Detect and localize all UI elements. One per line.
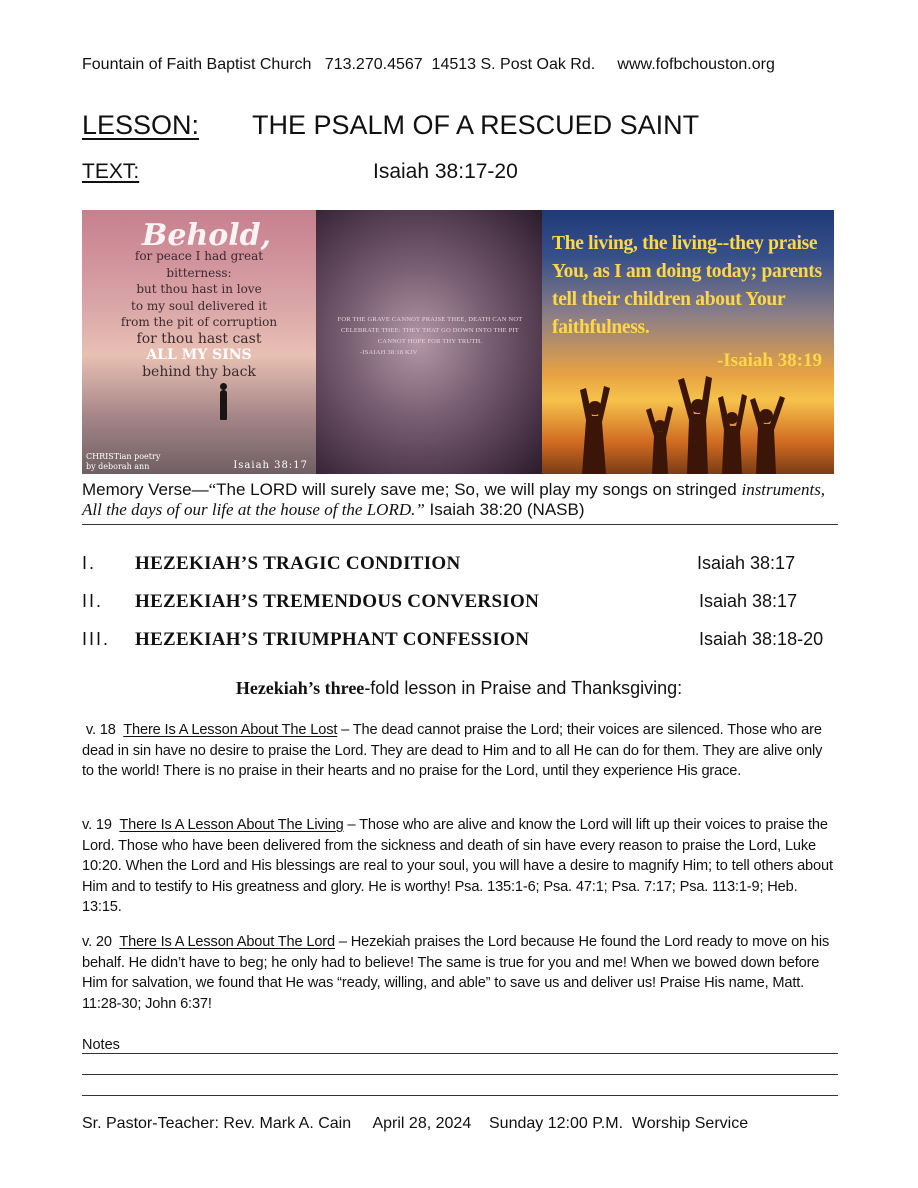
worshippers-silhouette-icon bbox=[542, 350, 834, 474]
section-subtitle bbox=[82, 678, 836, 699]
image-panel-isaiah-38-19 bbox=[542, 210, 834, 474]
paragraph-body: – Those who are alive and know the Lord will lift up their voices to praise the Lord. Those who have been delivered from the sickness and death of sin have every reason to praise the Lord, Luke 10:20. When the Lord and His blessings are real to your soul, you will have a desire to magnify Him; to tell others about Him and to testify to His greatness and glory. He is worthy! Psa. 135:1-6; Psa. 47:1; Psa. 7:17; Psa. 113:1-9; Heb. 13:15. bbox=[82, 817, 833, 915]
footer-pastor-date: Sr. Pastor-Teacher: Rev. Mark A. Cain April 28, 2024 Sunday 12:00 P.M. Worship Service bbox=[82, 1115, 749, 1132]
memory-verse-text-italic: instruments, All the days of our life at the house of the LORD.” bbox=[82, 480, 826, 519]
panel2-reference: -ISAIAH 38:18 KJV bbox=[360, 349, 418, 356]
outline-heading: HEZEKIAH’S TRAGIC CONDITION bbox=[135, 553, 461, 574]
lesson-heading bbox=[82, 110, 700, 141]
panel2-text bbox=[330, 314, 530, 358]
panel1-line: behind thy back bbox=[142, 363, 256, 380]
panel1-credit bbox=[86, 452, 160, 472]
image-panel-isaiah-38-17 bbox=[82, 210, 316, 474]
text-reference: Isaiah 38:17-20 bbox=[373, 160, 518, 183]
panel1-credit-line: by deborah ann bbox=[86, 462, 150, 471]
memory-verse-reference: Isaiah 38:20 (NASB) bbox=[429, 500, 585, 519]
paragraph-body: – Hezekiah praises the Lord because He found the Lord ready to move on his behalf. He didn’t have to beg; he only had to believe! The same is true for you and me! When we bowed down before Him for salvation, we found that He was “ready, willing, and able” to save us and deliver us! Praise His name, Matt. 11:28-30; John 6:37! bbox=[82, 934, 830, 1012]
scripture-image-strip bbox=[82, 210, 834, 474]
paragraph-title: There Is A Lesson About The Lost bbox=[123, 722, 338, 738]
outline-reference: Isaiah 38:18-20 bbox=[699, 629, 824, 649]
paragraph-title: There Is A Lesson About The Living bbox=[119, 817, 344, 833]
memory-verse bbox=[82, 480, 834, 520]
divider bbox=[82, 524, 838, 525]
panel3-verse: The living, the living--they praise You, as I am doing today; parents tell their children about Your faithfulness. bbox=[552, 233, 822, 338]
standing-person-silhouette bbox=[220, 390, 227, 420]
panel1-line: ALL MY SINS bbox=[146, 347, 252, 363]
panel1-line: from the pit of corruption bbox=[120, 315, 278, 329]
outline-number: II. bbox=[82, 591, 104, 611]
panel1-credit-line: CHRISTian poetry bbox=[86, 452, 161, 461]
notes-line bbox=[82, 1074, 838, 1075]
notes-line bbox=[82, 1053, 838, 1054]
paragraph-title: There Is A Lesson About The Lord bbox=[119, 934, 335, 950]
outline-heading: HEZEKIAH’S TREMENDOUS CONVERSION bbox=[135, 591, 540, 612]
church-header: Fountain of Faith Baptist Church 713.270.4567 14513 S. Post Oak Rd. www.fofbchouston.org bbox=[82, 56, 775, 73]
lesson-paragraph bbox=[82, 932, 834, 1014]
panel1-line: for thou hast cast bbox=[136, 330, 262, 347]
verse-number: v. 19 bbox=[82, 817, 112, 833]
verse-number: v. 18 bbox=[85, 722, 116, 738]
memory-quote-mark: “ bbox=[208, 480, 217, 499]
memory-verse-text: The LORD will surely save me; So, we will play my songs on stringed bbox=[216, 480, 737, 499]
outline-number: I. bbox=[82, 553, 97, 573]
panel1-line: bitterness: bbox=[166, 265, 232, 280]
paragraph-body: – The dead cannot praise the Lord; their voices are silenced. Those who are dead in sin have no desire to praise the Lord. They are dead to Him and to all He can do for them. They are alive only to the world! There is no praise in their hearts and no praise for the Lord, until they experience His grace. bbox=[82, 722, 823, 779]
outline-reference: Isaiah 38:17 bbox=[697, 553, 796, 573]
lesson-label: LESSON: bbox=[82, 110, 200, 140]
outline-number: III. bbox=[82, 629, 111, 649]
panel1-script-title: Behold, bbox=[142, 218, 272, 253]
panel1-line: for peace I had great bbox=[134, 249, 264, 263]
outline-heading: HEZEKIAH’S TRIUMPHANT CONFESSION bbox=[135, 629, 530, 650]
verse-number: v. 20 bbox=[82, 934, 112, 950]
notes-line bbox=[82, 1095, 838, 1096]
panel2-verse: FOR THE GRAVE CANNOT PRAISE THEE, DEATH CAN NOT CELEBRATE THEE: THEY THAT GO DOWN INTO THE PIT CANNOT HOPE FOR THY TRUTH. bbox=[337, 316, 523, 345]
lesson-paragraph bbox=[82, 815, 834, 918]
panel1-line: but thou hast in love bbox=[136, 282, 262, 296]
text-label: TEXT: bbox=[82, 160, 140, 183]
panel1-poem bbox=[82, 248, 316, 380]
outline-reference: Isaiah 38:17 bbox=[699, 591, 798, 611]
panel1-reference: Isaiah 38:17 bbox=[233, 460, 308, 471]
panel1-line: to my soul delivered it bbox=[131, 298, 267, 313]
notes-label: Notes bbox=[82, 1037, 120, 1053]
panel3-reference: -Isaiah 38:19 bbox=[716, 350, 822, 371]
lesson-paragraph bbox=[82, 720, 834, 782]
image-panel-isaiah-38-18 bbox=[316, 210, 542, 474]
lesson-title: THE PSALM OF A RESCUED SAINT bbox=[252, 110, 700, 140]
subtitle-bold: Hezekiah’s three bbox=[235, 678, 365, 698]
subtitle-rest: -fold lesson in Praise and Thanksgiving: bbox=[364, 678, 683, 698]
memory-verse-label: Memory Verse— bbox=[82, 480, 209, 499]
